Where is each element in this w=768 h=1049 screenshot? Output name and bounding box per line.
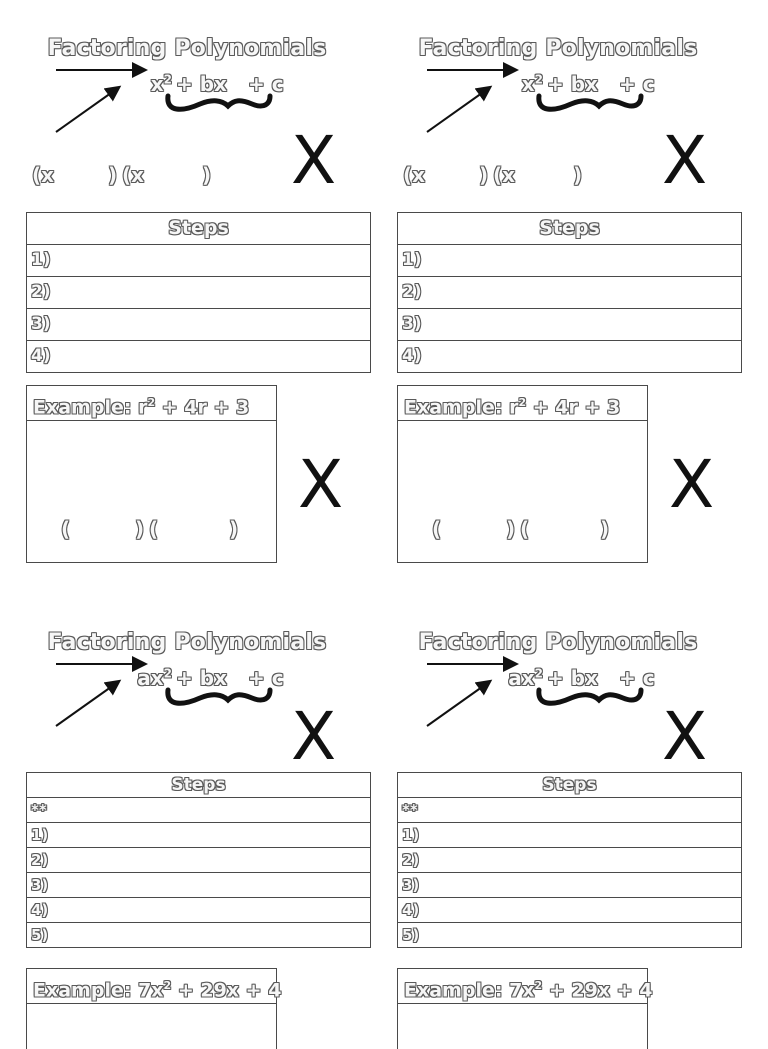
worksheet-panel-top-right bbox=[397, 0, 768, 570]
step-row: 3) bbox=[398, 309, 742, 341]
binomial-close-1: ) bbox=[479, 163, 489, 187]
steps-table bbox=[26, 212, 371, 373]
big-x-mark: X bbox=[291, 698, 337, 775]
paren-close-2: ) bbox=[600, 517, 610, 541]
worksheet-title: Factoring Polynomials bbox=[418, 36, 698, 61]
steps-header: Steps bbox=[398, 213, 742, 245]
steps-header: Steps bbox=[27, 213, 371, 245]
paren-open-2: ( bbox=[520, 517, 530, 541]
example-box bbox=[26, 968, 282, 1049]
worksheet-panel-bottom-right bbox=[397, 594, 768, 1024]
formula-c-term: + c bbox=[248, 666, 284, 690]
binomial-close-2: ) bbox=[573, 163, 583, 187]
formula-ax-term: $ax^2$ bbox=[508, 666, 543, 690]
brace-icon bbox=[539, 690, 641, 703]
formula-c-term: + c bbox=[619, 72, 655, 96]
formula-x-term: $x^2$ bbox=[521, 72, 543, 96]
step-row: 4) bbox=[398, 898, 742, 923]
steps-table bbox=[397, 212, 742, 373]
step-row: 3) bbox=[398, 873, 742, 898]
step-row: ** bbox=[398, 798, 742, 823]
big-x-mark: X bbox=[291, 122, 337, 199]
worksheet-title: Factoring Polynomials bbox=[47, 36, 327, 61]
paren-close-1: ) bbox=[135, 517, 145, 541]
steps-table bbox=[397, 772, 742, 948]
formula-annotations bbox=[397, 0, 768, 140]
steps-table bbox=[26, 772, 371, 948]
big-x-mark: X bbox=[298, 446, 344, 523]
example-box bbox=[397, 968, 653, 1049]
example-binomial-template bbox=[27, 517, 276, 547]
brace-icon bbox=[168, 96, 270, 109]
step-row: 2) bbox=[398, 848, 742, 873]
binomial-close-2: ) bbox=[202, 163, 212, 187]
paren-close-1: ) bbox=[506, 517, 516, 541]
arrow-diagonal-icon bbox=[427, 682, 489, 726]
formula-b-term: + bx bbox=[547, 72, 598, 96]
formula-b-term: + bx bbox=[547, 666, 598, 690]
arrow-diagonal-icon bbox=[427, 88, 489, 132]
example-box bbox=[26, 385, 277, 563]
example-label: Example: $7x^2 + 29x + 4$ bbox=[27, 969, 276, 1004]
formula-annotations bbox=[397, 594, 768, 734]
big-x-mark: X bbox=[662, 122, 708, 199]
example-label: Example: $7x^2 + 29x + 4$ bbox=[398, 969, 647, 1004]
step-row: 4) bbox=[27, 898, 371, 923]
arrow-diagonal-icon bbox=[56, 682, 118, 726]
formula-annotations bbox=[26, 594, 398, 734]
formula-ax-term: $ax^2$ bbox=[137, 666, 172, 690]
paren-close-2: ) bbox=[229, 517, 239, 541]
worksheet-title: Factoring Polynomials bbox=[47, 630, 327, 655]
formula-b-term: + bx bbox=[176, 72, 227, 96]
brace-icon bbox=[539, 96, 641, 109]
step-row: 5) bbox=[27, 923, 371, 948]
binomial-open-2: (x bbox=[493, 163, 516, 187]
step-row: 4) bbox=[398, 341, 742, 373]
worksheet-panel-top-left bbox=[26, 0, 398, 570]
step-row: 1) bbox=[398, 245, 742, 277]
worksheet-panel-bottom-left bbox=[26, 594, 398, 1024]
formula-annotations bbox=[26, 0, 398, 140]
big-x-mark: X bbox=[669, 446, 715, 523]
binomial-open-2: (x bbox=[122, 163, 145, 187]
paren-open-1: ( bbox=[432, 517, 442, 541]
steps-header: Steps bbox=[398, 773, 742, 798]
steps-header: Steps bbox=[27, 773, 371, 798]
step-row: 1) bbox=[27, 823, 371, 848]
arrow-diagonal-icon bbox=[56, 88, 118, 132]
step-row: 2) bbox=[27, 277, 371, 309]
example-box bbox=[397, 385, 648, 563]
step-row: 3) bbox=[27, 873, 371, 898]
step-row: 5) bbox=[398, 923, 742, 948]
step-row: 4) bbox=[27, 341, 371, 373]
formula-c-term: + c bbox=[619, 666, 655, 690]
binomial-open-1: (x bbox=[32, 163, 55, 187]
formula-c-term: + c bbox=[248, 72, 284, 96]
step-row: 2) bbox=[27, 848, 371, 873]
worksheet-title: Factoring Polynomials bbox=[418, 630, 698, 655]
example-binomial-template bbox=[398, 517, 647, 547]
step-row: 1) bbox=[398, 823, 742, 848]
formula-b-term: + bx bbox=[176, 666, 227, 690]
example-label: Example: $r^2 + 4r + 3$ bbox=[27, 386, 276, 421]
formula-x-term: $x^2$ bbox=[150, 72, 172, 96]
paren-open-2: ( bbox=[149, 517, 159, 541]
example-label: Example: $r^2 + 4r + 3$ bbox=[398, 386, 647, 421]
brace-icon bbox=[168, 690, 270, 703]
step-row: 3) bbox=[27, 309, 371, 341]
big-x-mark: X bbox=[662, 698, 708, 775]
paren-open-1: ( bbox=[61, 517, 71, 541]
step-row: 1) bbox=[27, 245, 371, 277]
binomial-open-1: (x bbox=[403, 163, 426, 187]
binomial-close-1: ) bbox=[108, 163, 118, 187]
step-row: 2) bbox=[398, 277, 742, 309]
step-row: ** bbox=[27, 798, 371, 823]
